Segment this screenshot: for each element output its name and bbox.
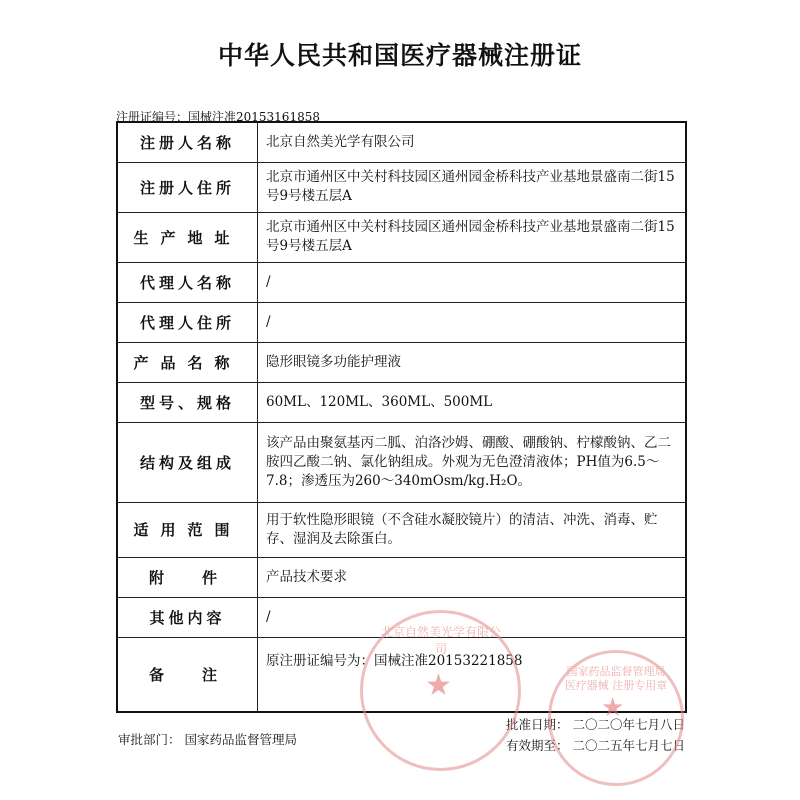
table-row <box>117 597 686 637</box>
certificate-table <box>116 121 687 713</box>
table-row <box>117 557 686 597</box>
row-label-agent-name: 代理人名称 <box>117 262 258 302</box>
table-row <box>117 422 686 502</box>
table-row <box>117 342 686 382</box>
row-value-registrant-address: 北京市通州区中关村科技园区通州园金桥科技产业基地景盛南二街15号9号楼五层A <box>258 162 687 212</box>
row-label-registrant-address: 注册人住所 <box>117 162 258 212</box>
row-value-model-spec: 60ML、120ML、360ML、500ML <box>258 382 687 422</box>
date-block <box>505 714 685 756</box>
row-label-attachment: 附件 <box>117 557 258 597</box>
row-value-product-name: 隐形眼镜多功能护理液 <box>258 342 687 382</box>
row-label-agent-address: 代理人住所 <box>117 302 258 342</box>
row-label-structure: 结构及组成 <box>117 422 258 502</box>
row-value-agent-address: / <box>258 302 687 342</box>
row-value-registrant-name: 北京自然美光学有限公司 <box>258 122 687 162</box>
row-value-scope: 用于软性隐形眼镜（不含硅水凝胶镜片）的清洁、冲洗、消毒、贮存、湿润及去除蛋白。 <box>258 502 687 557</box>
table-row <box>117 212 686 262</box>
table-row <box>117 382 686 422</box>
seal-star-icon: ★ <box>425 668 452 703</box>
table-row <box>117 162 686 212</box>
row-label-remarks: 备注 <box>117 637 258 712</box>
seal-company-text: 北京自然美光学有限公司 <box>381 625 502 656</box>
seal-nmpa-text: 国家药品监督管理局 医疗器械 注册专用章 <box>564 665 668 692</box>
registration-number: 注册证编号：国械注准20153161858 <box>116 110 320 124</box>
table-row <box>117 122 686 162</box>
row-value-remarks: 原注册证编号为：国械注准20153221858 <box>258 637 687 712</box>
approval-date: 批准日期： 二〇二〇年七月八日 <box>506 717 685 732</box>
table-row <box>117 262 686 302</box>
table-row <box>117 637 686 712</box>
row-label-production-address: 生产地址 <box>117 212 258 262</box>
row-label-product-name: 产品名称 <box>117 342 258 382</box>
row-value-agent-name: / <box>258 262 687 302</box>
table-row <box>117 502 686 557</box>
row-value-attachment: 产品技术要求 <box>258 557 687 597</box>
row-value-structure: 该产品由聚氨基丙二胍、泊洛沙姆、硼酸、硼酸钠、柠檬酸钠、乙二胺四乙酸二钠、氯化钠组成。外观为无色澄清液体；PH值为6.5～7.8；渗透压为260～340mOsm/kg.H₂O。 <box>258 422 687 502</box>
table-row <box>117 302 686 342</box>
row-label-scope: 适用范围 <box>117 502 258 557</box>
row-label-registrant-name: 注册人名称 <box>117 122 258 162</box>
row-value-other: / <box>258 597 687 637</box>
row-label-model-spec: 型号、规格 <box>117 382 258 422</box>
row-label-other: 其他内容 <box>117 597 258 637</box>
row-value-production-address: 北京市通州区中关村科技园区通州园金桥科技产业基地景盛南二街15号9号楼五层A <box>258 212 687 262</box>
seal-nmpa-star-icon: ★ <box>601 693 625 723</box>
page-title: 中华人民共和国医疗器械注册证 <box>217 41 582 70</box>
valid-until: 有效期至： 二〇二五年七月七日 <box>506 738 685 753</box>
approval-department: 审批部门： 国家药品监督管理局 <box>118 732 297 747</box>
